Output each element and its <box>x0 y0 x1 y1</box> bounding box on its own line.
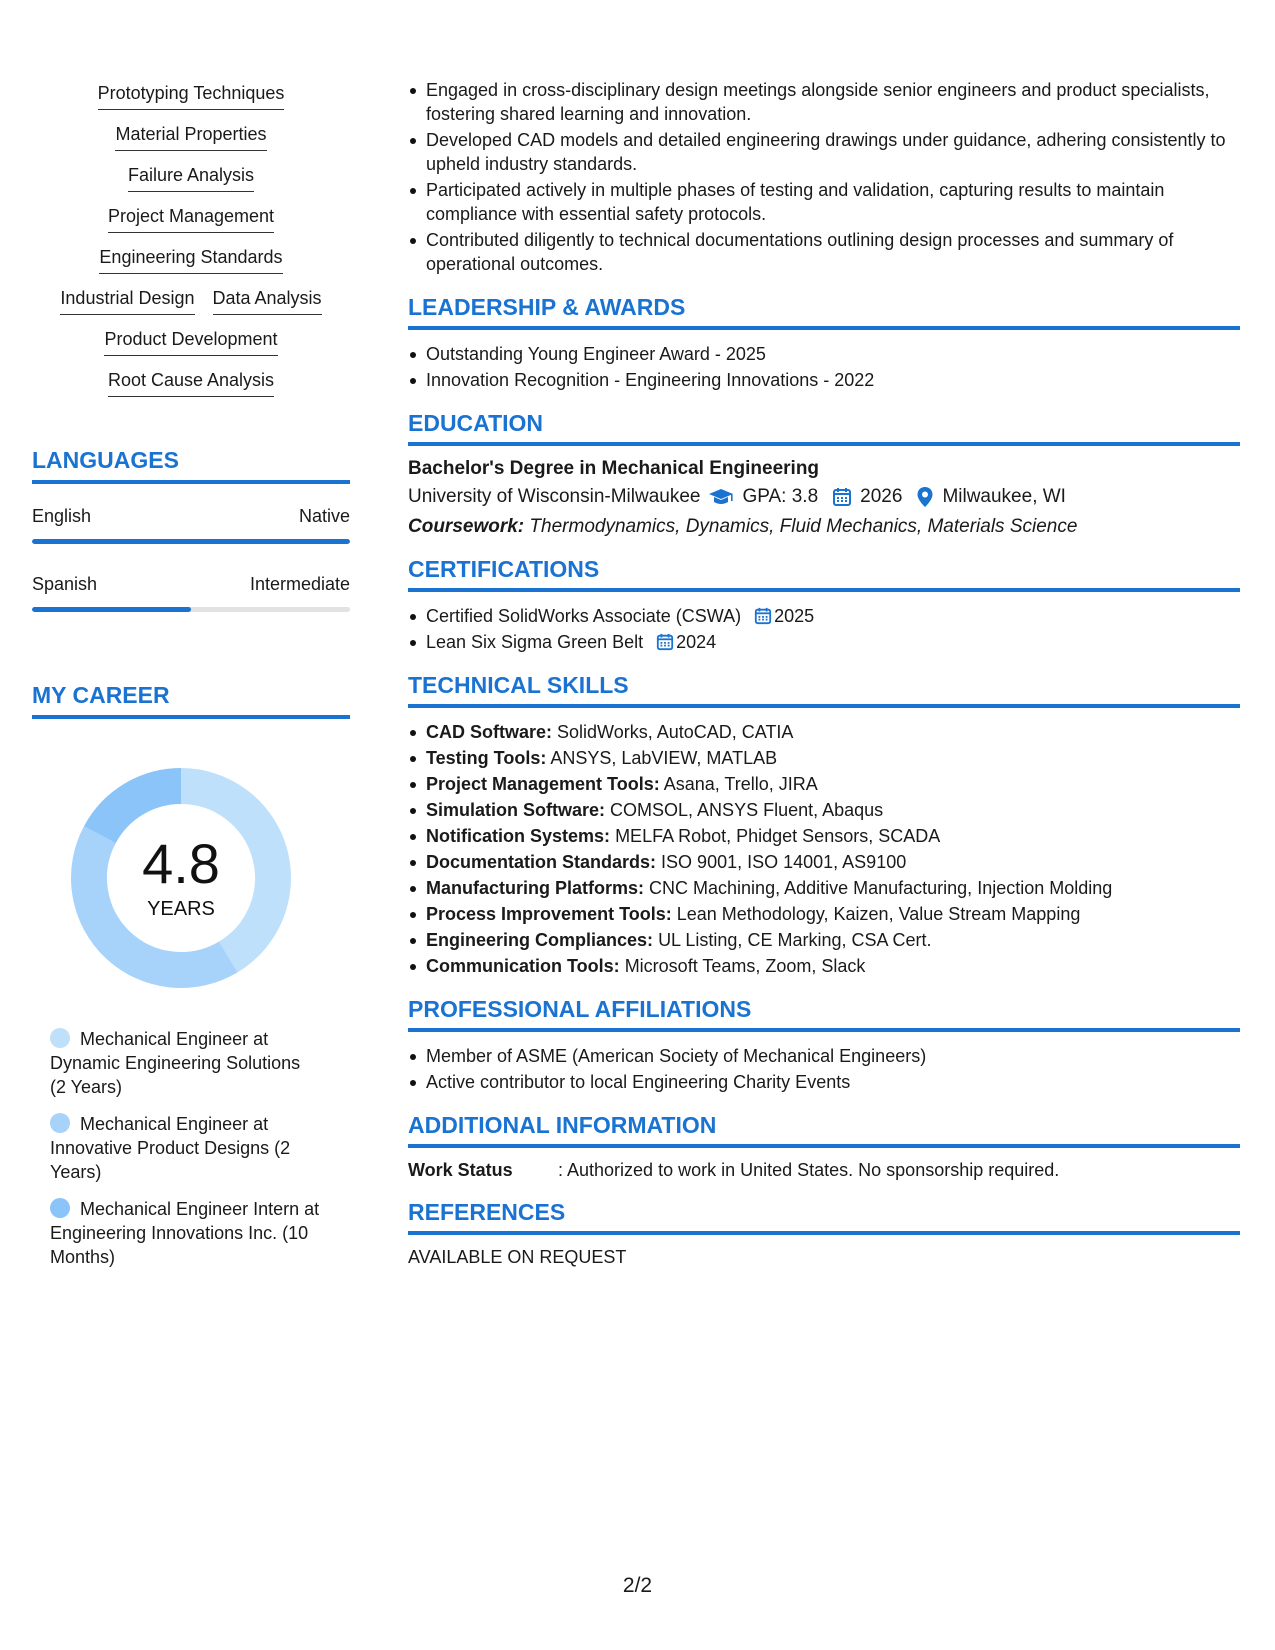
certification-item <box>426 630 1240 654</box>
skill-label: Notification Systems: <box>426 826 611 846</box>
language-bar-fill <box>32 539 350 544</box>
language-level: Intermediate <box>249 574 350 594</box>
legend-item <box>50 1197 320 1269</box>
degree: Bachelor's Degree in Mechanical Engineering <box>408 458 820 479</box>
certification-year: 2025 <box>774 606 815 626</box>
skill-tag: Product Development <box>104 328 277 356</box>
experience-bullets <box>408 78 1240 276</box>
coursework-label: Coursework: <box>408 516 525 537</box>
skill-value: ISO 9001, ISO 14001, AS9100 <box>661 852 907 872</box>
leadership-heading: LEADERSHIP & AWARDS <box>408 294 1240 330</box>
career-unit: YEARS <box>147 897 215 920</box>
languages-section <box>32 447 350 612</box>
affiliation-item: Active contributor to local Engineering Charity Events <box>426 1070 1240 1094</box>
education-section <box>408 410 1240 538</box>
skills-tags <box>32 82 350 397</box>
career-heading: MY CAREER <box>32 682 350 719</box>
work-status-label: Work Status <box>408 1160 513 1180</box>
leadership-section <box>408 294 1240 392</box>
legend-dot <box>50 1028 70 1048</box>
calendar-icon <box>656 633 674 651</box>
skill-label: Documentation Standards: <box>426 852 657 872</box>
additional-heading: ADDITIONAL INFORMATION <box>408 1112 1240 1148</box>
skill-item <box>426 928 1240 952</box>
skill-item <box>426 876 1240 900</box>
references-section <box>408 1199 1240 1268</box>
career-total: 4.8 <box>142 831 220 895</box>
skill-value: MELFA Robot, Phidget Sensors, SCADA <box>615 826 941 846</box>
language-bar <box>32 607 350 612</box>
calendar-icon <box>754 607 772 625</box>
language-bar-fill <box>32 607 191 612</box>
education-details <box>408 486 1240 508</box>
work-status <box>408 1160 1240 1181</box>
experience-bullet: Participated actively in multiple phases of testing and validation, capturing results to maintain compliance with essential safety protocols. <box>426 178 1240 226</box>
skill-tag: Prototyping Techniques <box>98 82 285 110</box>
legend-item <box>50 1112 320 1184</box>
additional-section <box>408 1112 1240 1181</box>
career-legend <box>50 1027 320 1269</box>
coursework-list: Thermodynamics, Dynamics, Fluid Mechanics, Materials Science <box>529 516 1078 537</box>
sidebar <box>32 82 350 1282</box>
award-item: Outstanding Young Engineer Award - 2025 <box>426 342 1240 366</box>
skill-value: Microsoft Teams, Zoom, Slack <box>624 956 866 976</box>
legend-label: Mechanical Engineer at Innovative Product Designs (2 Years) <box>50 1114 291 1182</box>
experience-bullet: Developed CAD models and detailed engineering drawings under guidance, adhering consistently to upheld industry standards. <box>426 128 1240 176</box>
language-bar <box>32 539 350 544</box>
legend-dot <box>50 1113 70 1133</box>
language-name: Spanish <box>32 574 98 594</box>
skill-tag: Material Properties <box>115 123 266 151</box>
skill-label: Project Management Tools: <box>426 774 660 794</box>
certifications-section <box>408 556 1240 654</box>
legend-label: Mechanical Engineer Intern at Engineering Innovations Inc. (10 Months) <box>50 1199 320 1267</box>
skill-label: Manufacturing Platforms: <box>426 878 645 898</box>
skill-item <box>426 772 1240 796</box>
skill-value: SolidWorks, AutoCAD, CATIA <box>557 722 794 742</box>
languages-heading: LANGUAGES <box>32 447 350 484</box>
skill-item <box>426 902 1240 926</box>
language-name: English <box>32 506 92 526</box>
skill-value: Asana, Trello, JIRA <box>663 774 818 794</box>
skill-value: CNC Machining, Additive Manufacturing, Injection Molding <box>649 878 1113 898</box>
legend-dot <box>50 1198 70 1218</box>
coursework <box>408 516 1240 538</box>
skill-tag: Project Management <box>108 205 274 233</box>
legend-label: Mechanical Engineer at Dynamic Engineering Solutions (2 Years) <box>50 1029 301 1097</box>
technical-skills-heading: TECHNICAL SKILLS <box>408 672 1240 708</box>
experience-bullet: Engaged in cross-disciplinary design meetings alongside senior engineers and product specialists, fostering shared learning and innovation. <box>426 78 1240 126</box>
donut-center <box>66 763 296 993</box>
page-number: 2/2 <box>622 1574 653 1597</box>
affiliations-section <box>408 996 1240 1094</box>
language-item <box>32 574 350 612</box>
skill-label: Testing Tools: <box>426 748 547 768</box>
work-status-value: : Authorized to work in United States. No sponsorship required. <box>558 1160 1060 1180</box>
award-item: Innovation Recognition - Engineering Innovations - 2022 <box>426 368 1240 392</box>
affiliation-item: Member of ASME (American Society of Mechanical Engineers) <box>426 1044 1240 1068</box>
skill-value: ANSYS, LabVIEW, MATLAB <box>550 748 778 768</box>
location-pin-icon <box>916 486 934 508</box>
skill-tag: Data Analysis <box>213 287 322 315</box>
skill-item <box>426 798 1240 822</box>
main-column <box>408 78 1240 1268</box>
skill-value: Lean Methodology, Kaizen, Value Stream Mapping <box>676 904 1081 924</box>
skill-tag: Failure Analysis <box>128 164 254 192</box>
skill-label: Simulation Software: <box>426 800 606 820</box>
skill-item <box>426 954 1240 978</box>
skill-label: Communication Tools: <box>426 956 620 976</box>
education-heading: EDUCATION <box>408 410 1240 446</box>
skill-item <box>426 850 1240 874</box>
references-heading: REFERENCES <box>408 1199 1240 1235</box>
calendar-icon <box>832 487 852 507</box>
skill-value: UL Listing, CE Marking, CSA Cert. <box>658 930 932 950</box>
career-donut <box>66 763 296 993</box>
school-name: University of Wisconsin-Milwaukee <box>408 486 701 507</box>
language-level: Native <box>298 506 350 526</box>
career-section <box>32 682 350 1269</box>
experience-bullet: Contributed diligently to technical documentations outlining design processes and summary of operational outcomes. <box>426 228 1240 276</box>
skill-tag: Root Cause Analysis <box>108 369 274 397</box>
certification-year: 2024 <box>676 632 717 652</box>
affiliations-heading: PROFESSIONAL AFFILIATIONS <box>408 996 1240 1032</box>
certification-name: Lean Six Sigma Green Belt <box>426 632 644 652</box>
references-text: AVAILABLE ON REQUEST <box>408 1247 627 1267</box>
skill-label: Engineering Compliances: <box>426 930 654 950</box>
gpa: GPA: 3.8 <box>742 486 819 507</box>
language-item <box>32 506 350 544</box>
skill-label: CAD Software: <box>426 722 553 742</box>
skill-item <box>426 824 1240 848</box>
graduation-year: 2026 <box>860 486 903 507</box>
skill-item <box>426 746 1240 770</box>
certification-name: Certified SolidWorks Associate (CSWA) <box>426 606 742 626</box>
skill-item <box>426 720 1240 744</box>
skill-value: COMSOL, ANSYS Fluent, Abaqus <box>610 800 884 820</box>
certifications-heading: CERTIFICATIONS <box>408 556 1240 592</box>
certification-item <box>426 604 1240 628</box>
skill-label: Process Improvement Tools: <box>426 904 672 924</box>
graduation-cap-icon <box>708 487 734 507</box>
technical-skills-section <box>408 672 1240 978</box>
skill-tag: Industrial Design <box>60 287 194 315</box>
legend-item <box>50 1027 320 1099</box>
skill-tag: Engineering Standards <box>99 246 282 274</box>
school-location: Milwaukee, WI <box>942 486 1066 507</box>
